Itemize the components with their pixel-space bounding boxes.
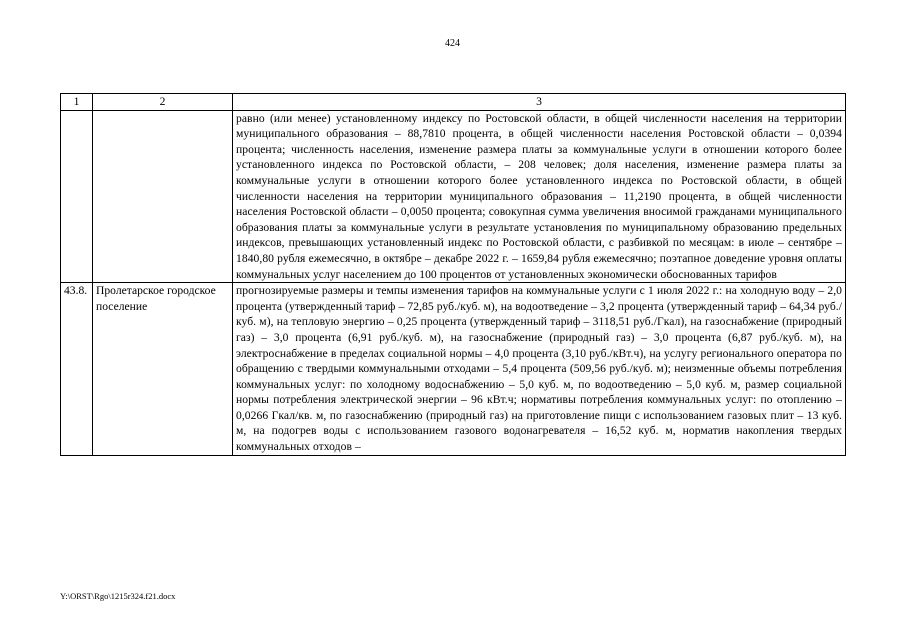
row-number — [61, 110, 93, 283]
footer-file-path: Y:\ORST\Rgo\1215r324.f21.docx — [60, 591, 176, 601]
row-description: прогнозируемые размеры и темпы изменения тарифов на коммунальные услуги с 1 июля 2022 г.: на холодную воду – 2,0 процента (утвержденный тариф – 72,85 руб./куб. м), на водоотведение – 3,2 процента (утвержденный тариф – 64,34 руб./куб. м), на тепловую энергию – 0,25 процента (утвержденный тариф – 3118,51 руб./Гкал), на газоснабжение (природный газ) – 3,0 процента (6,91 руб./куб. м), на газоснабжение (природный газ) – 3,0 процента (6,87 руб./куб. м), на электроснабжение в пределах социальной нормы – 4,0 процента (3,10 руб./кВт.ч), на услугу регионального оператора по обращению с твердыми коммунальными отходами – 5,4 процента (509,56 руб./куб. м); неизменные объемы потребления коммунальных услуг: по холодному водоснабжению – 5,0 куб. м, по водоотведению – 5,0 куб. м, размер социальной нормы потребления электрической энергии – 96 кВт.ч; нормативы потребления коммунальных услуг: по отоплению – 0,0266 Гкал/кв. м, по газоснабжению (природный газ) на приготовление пищи с использованием газовых плит – 13 куб. м, на подогрев воды с использованием газового водонагревателя – 16,52 куб. м, норматив накопления твердых коммунальных отходов – — [233, 283, 846, 456]
table-row — [61, 283, 846, 456]
header-col-2: 2 — [93, 94, 233, 111]
page-number: 424 — [445, 38, 460, 49]
row-description: равно (или менее) установленному индексу по Ростовской области, в общей численности населения на территории муниципального образования – 88,7810 процента, в общей численности населения Ростовской области – 0,0394 процента; численность населения, изменение размера платы за коммунальные услуги в отношении которого более установленного индекса по Ростовской области, – 208 человек; доля населения, изменение размера платы за коммунальные услуги в отношении которого более установленного индекса по Ростовской области, в общей численности населения на территории муниципального образования – 11,2190 процента, в общей численности населения Ростовской области – 0,0050 процента; совокупная сумма увеличения вносимой гражданами муниципального образования платы за коммунальные услуги в результате установления по муниципальному образованию предельных индексов, превышающих установленный индекс по Ростовской области, с разбивкой по месяцам: в июле – сентябре – 1840,80 рубля ежемесячно, в октябре – декабре 2022 г. – 1659,84 рубля ежемесячно; поэтапное доведение уровня оплаты коммунальных услуг населением до 100 процентов от установленных экономически обоснованных тарифов — [233, 110, 846, 283]
table-row — [61, 110, 846, 283]
table-header-row — [61, 94, 846, 111]
header-col-1: 1 — [61, 94, 93, 111]
header-col-3: 3 — [233, 94, 846, 111]
document-table — [60, 93, 846, 456]
row-municipality: Пролетарское городское поселение — [93, 283, 233, 456]
row-municipality — [93, 110, 233, 283]
row-number: 43.8. — [61, 283, 93, 456]
